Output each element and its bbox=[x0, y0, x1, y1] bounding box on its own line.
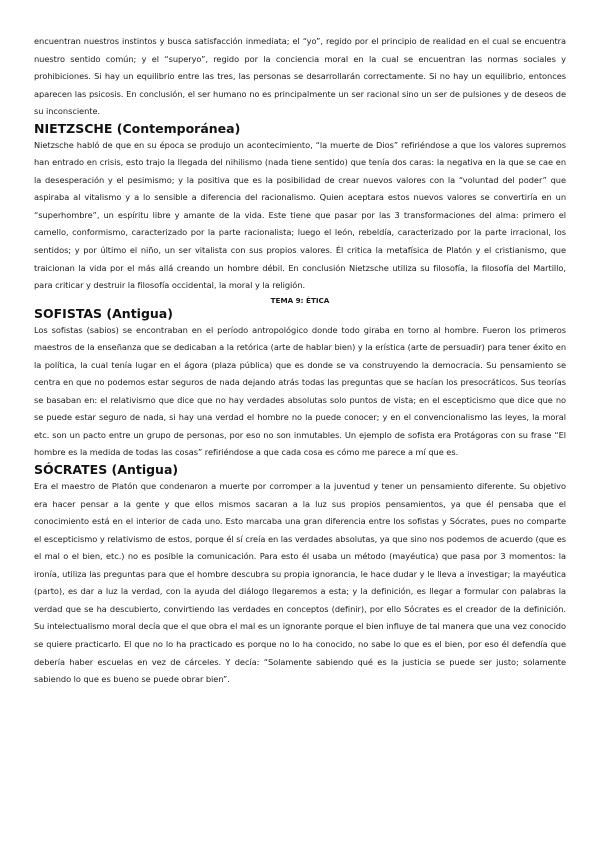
document-page bbox=[34, 33, 566, 689]
tema-label: TEMA 9: ÉTICA bbox=[270, 295, 330, 305]
socrates-heading: SÓCRATES (Antigua) bbox=[34, 462, 179, 478]
intro-paragraph: encuentran nuestros instintos y busca satisfacción inmediata; el “yo”, regido por el principio de realidad en el cual se encuentra nuestro sentido común; y el “superyo”, regido por la conciencia moral en la cual se encuentran las normas sociales y prohibiciones. Si hay un equilibrio entre las tres, las personas se desarrollarán correctamente. Si no hay un equilibrio, entonces aparecen las psicosis. En conclusión, el ser humano no es principalmente un ser racional sino un ser de pulsiones y de deseos de su inconsciente. bbox=[34, 36, 566, 117]
nietzsche-paragraph: Nietzsche habló de que en su época se produjo un acontecimiento, “la muerte de Dios” refiriéndose a que los valores supremos han entrado en crisis, esto trajo la llegada del nihilismo (nada tiene sentido) que tenía dos caras: la negativa en la que se cae en la desesperación y el pesimismo; y la positiva que es la posibilidad de crear nuevos valores con la “voluntad del poder” que aspiraba al vitalismo y a lo sensible a diferencia del racionalismo. Quien aceptara estos nuevos valores se convertiría en un “superhombre”, un espíritu libre y amante de la vida. Este tiene que pasar por las 3 transformaciones del alma: primero el camello, conformismo, caracterizado por la parte racionalista; luego el león, rebeldía, caracterizado por la parte irracional, los sentidos; y por último el niño, un ser vitalista con sus propios valores. Él critica la metafísica de Platón y el cristianismo, que traicionan la vida por el más allá creando un hombre débil. En conclusión Nietzsche utiliza su filosofía, la filosofía del Martillo, para criticar y destruir la filosofía occidental, la moral y la religión. bbox=[34, 139, 566, 291]
nietzsche-heading: NIETZSCHE (Contemporánea) bbox=[34, 120, 241, 136]
socrates-paragraph: Era el maestro de Platón que condenaron a muerte por corromper a la juventud y tener un pensamiento diferente. Su objetivo era hacer pensar a la gente y que ellos mismos sacaran a la luz sus propios pensamientos, ya que él pensaba que el conocimiento está en el interior de cada uno. Esto marcaba una gran diferencia entre los sofistas y Sócrates, pues no comparte el escepticismo y relativismo de estos, porque él sí creía en las verdades absolutas, ya que sino nos podemos de acuerdo (que es el mal o el bien, etc.) no es posible la comunicación. Para esto él usaba un método (mayéutica) que pasa por 3 momentos: la ironía, utiliza las preguntas para que el hombre descubra su propia ignorancia, le hace dudar y le lleva a investigar; la mayéutica (parto), es dar a luz la verdad, con la ayuda del diálogo llegaremos a esta; y la definición, es llegar a formular con palabras la verdad que se ha descubierto, convirtiendo las verdades en conceptos (definir), por ello Sócrates es el creador de la definición. Su intelectualismo moral decía que el que obra el mal es un ignorante porque el bien influye de tal manera que una vez conocido se quiere practicarlo. El que no lo ha practicado es porque no lo ha conocido, no sabe lo que es el bien, por eso él defendía que debería haber escuelas en vez de cárceles. Y decía: “Solamente sabiendo qué es la justicia se puede ser justo; solamente sabiendo lo que es bueno se puede obrar bien”. bbox=[34, 481, 566, 685]
sofistas-heading: SOFISTAS (Antigua) bbox=[34, 305, 173, 321]
sofistas-paragraph: Los sofistas (sabios) se encontraban en el período antropológico donde todo giraba en torno al hombre. Fueron los primeros maestros de la enseñanza que se dedicaban a la retórica (arte de hablar bien) y la erística (arte de persuadir) para tener éxito en la política, la cual tenía lugar en el ágora (plaza pública) que es donde se va construyendo la democracia. Su pensamiento se centra en que no podemos estar seguros de nada dejando atrás todas las preguntas que se hacían los presocráticos. Sus teorías se basaban en: el relativismo que dice que no hay verdades absolutas solo puntos de vista; en el escepticismo que dice que no se puede estar seguro de nada, si hay una verdad el hombre no la puede conocer; y en el convencionalismo las leyes, la moral etc. son un pacto entre un grupo de personas, por eso no son inmutables. Un ejemplo de sofista era Protágoras con su frase “El hombre es la medida de todas las cosas” refiriéndose a que cada cosa es cómo me parece a mí que es. bbox=[34, 324, 566, 458]
